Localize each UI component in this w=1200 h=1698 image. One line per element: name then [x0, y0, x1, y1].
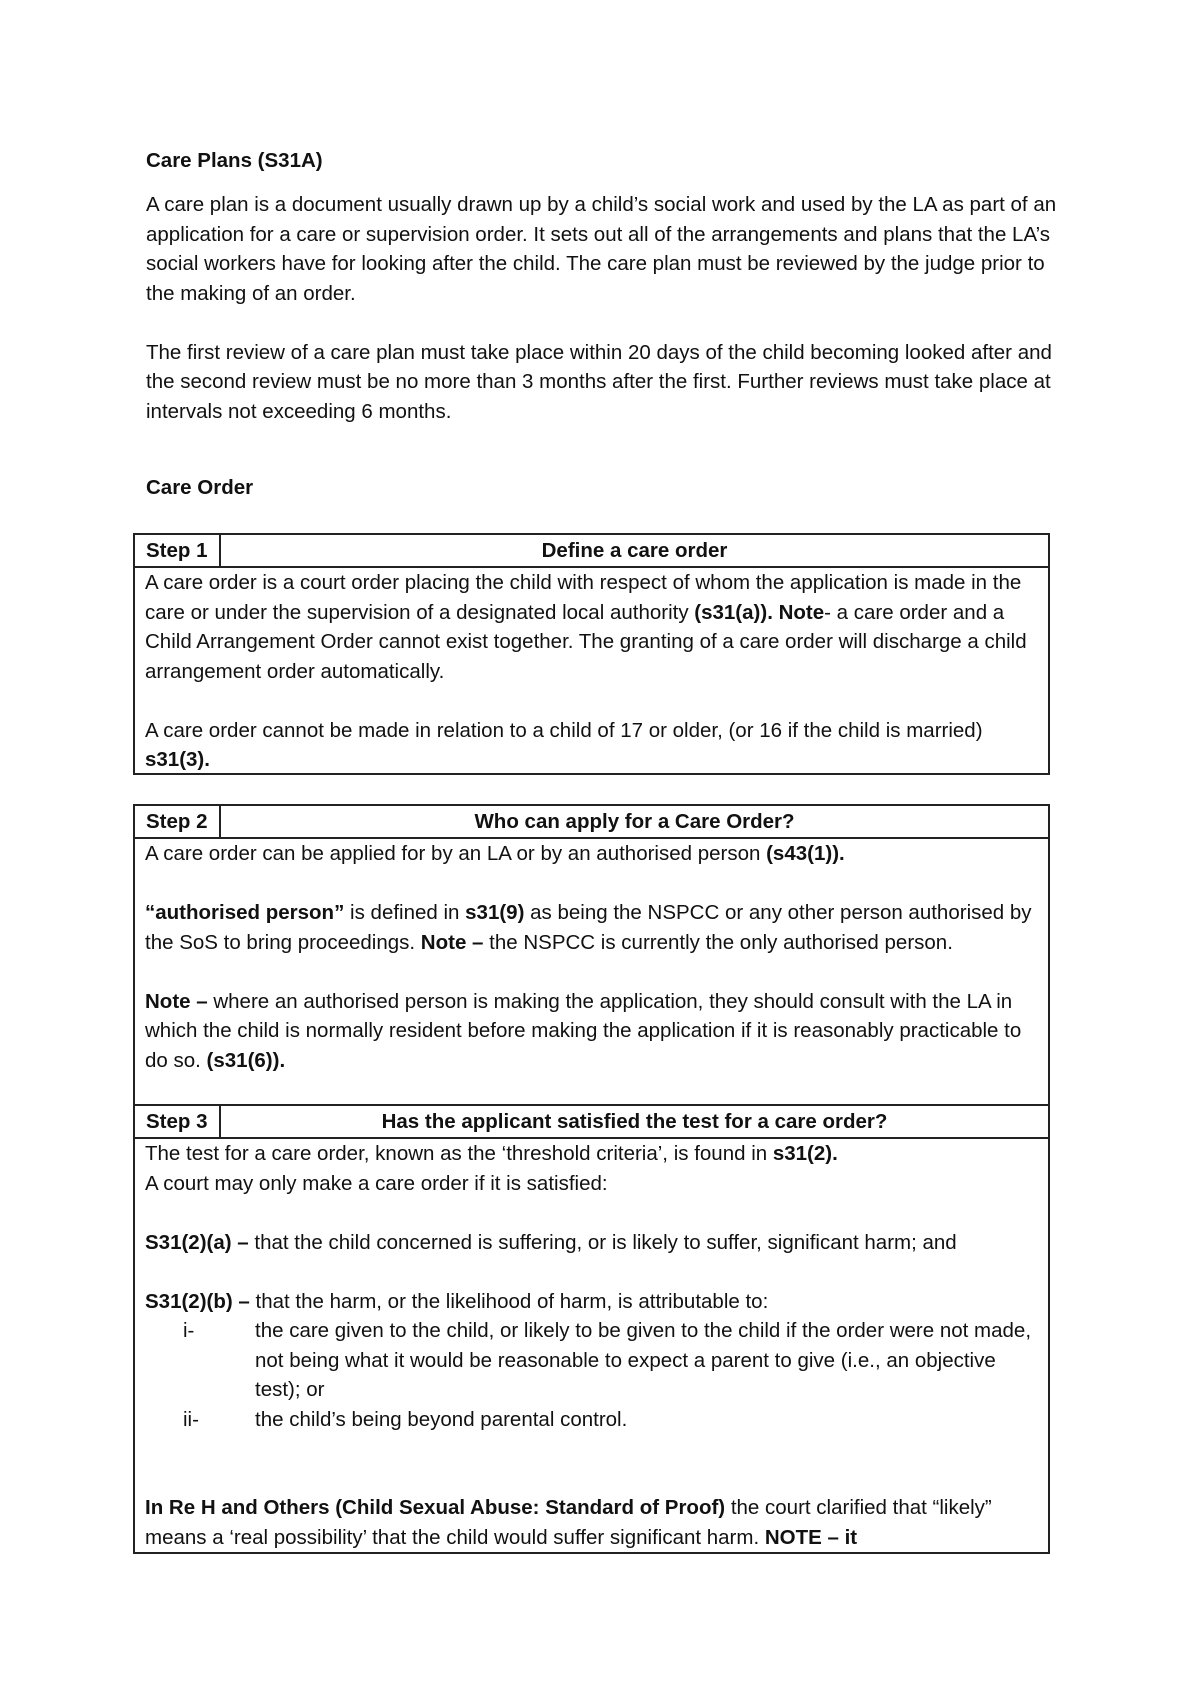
step3-title: Has the applicant satisfied the test for a care order?	[381, 1109, 888, 1133]
step2-header	[135, 806, 1048, 839]
care-order-heading: Care Order	[146, 476, 254, 499]
step3-line-1: The test for a care order, known as the ‘threshold criteria’, is found in s31(2).	[145, 1142, 838, 1165]
step2-body	[135, 839, 1048, 1075]
list-item	[145, 1405, 1038, 1435]
intro-paragraph-1: A care plan is a document usually drawn up by a child’s social work and used by the LA as part of an application for a care or supervision order. It sets out all of the arrangements and plans that the LA’s social workers have for looking after the child. The care plan must be reviewed by the judge prior to the making of an order.	[146, 193, 1057, 305]
step1-body	[135, 568, 1048, 775]
step3-body	[135, 1139, 1048, 1552]
list-item-text: the child’s being beyond parental control.	[255, 1407, 628, 1431]
step2-paragraph-3: Note – where an authorised person is making the application, they should consult with the LA in which the child is normally resident before making the application if it is reasonably practicable to do so. (s31(6)).	[145, 989, 1022, 1072]
list-item-number: ii-	[183, 1407, 199, 1431]
step3-table	[133, 1104, 1050, 1554]
step3-label: Step 3	[135, 1106, 221, 1137]
care-plans-heading: Care Plans (S31A)	[146, 149, 323, 172]
step1-header	[135, 535, 1048, 568]
list-item-text: the care given to the child, or likely to be given to the child if the order were not made, not being what it would be reasonable to expect a parent to give (i.e., an objective test); or	[255, 1319, 1032, 1401]
step2-title: Who can apply for a Care Order?	[474, 809, 795, 833]
step1-table	[133, 533, 1050, 775]
step3-criterion-b: S31(2)(b) – that the harm, or the likelihood of harm, is attributable to:	[145, 1289, 769, 1313]
list-item-number: i-	[183, 1319, 195, 1342]
step2-paragraph-2: “authorised person” is defined in s31(9) as being the NSPCC or any other person authorised by the SoS to bring proceedings. Note – the NSPCC is currently the only authorised person.	[145, 901, 1032, 954]
step3-case-reference: In Re H and Others (Child Sexual Abuse: Standard of Proof) the court clarified that “likely” means a ‘real possibility’ that the child would suffer significant harm. NOTE – it	[145, 1496, 992, 1549]
step1-label: Step 1	[135, 535, 221, 566]
step1-title: Define a care order	[541, 538, 728, 562]
step2-label: Step 2	[135, 806, 221, 837]
step1-paragraph-2: A care order cannot be made in relation to a child of 17 or older, (or 16 if the child is married) s31(3).	[145, 718, 983, 771]
step2-paragraph-1: A care order can be applied for by an LA or by an authorised person (s43(1)).	[145, 842, 845, 865]
step3-criterion-a: S31(2)(a) – that the child concerned is suffering, or is likely to suffer, significant harm; and	[145, 1230, 957, 1254]
list-item	[145, 1316, 1038, 1405]
intro-paragraph-2: The first review of a care plan must take place within 20 days of the child becoming looked after and the second review must be no more than 3 months after the first. Further reviews must take place at intervals not exceeding 6 months.	[146, 340, 1052, 423]
step3-header	[135, 1106, 1048, 1139]
step2-table	[133, 804, 1050, 1104]
care-plan-definition	[146, 190, 1066, 426]
step3-line-2: A court may only make a care order if it is satisfied:	[145, 1171, 608, 1195]
step1-paragraph-1: A care order is a court order placing the child with respect of whom the application is made in the care or under the supervision of a designated local authority (s31(a)). Note- a care order and a Child Arrangement Order cannot exist together. The granting of a care order will discharge a child arrangement order automatically.	[145, 571, 1027, 683]
